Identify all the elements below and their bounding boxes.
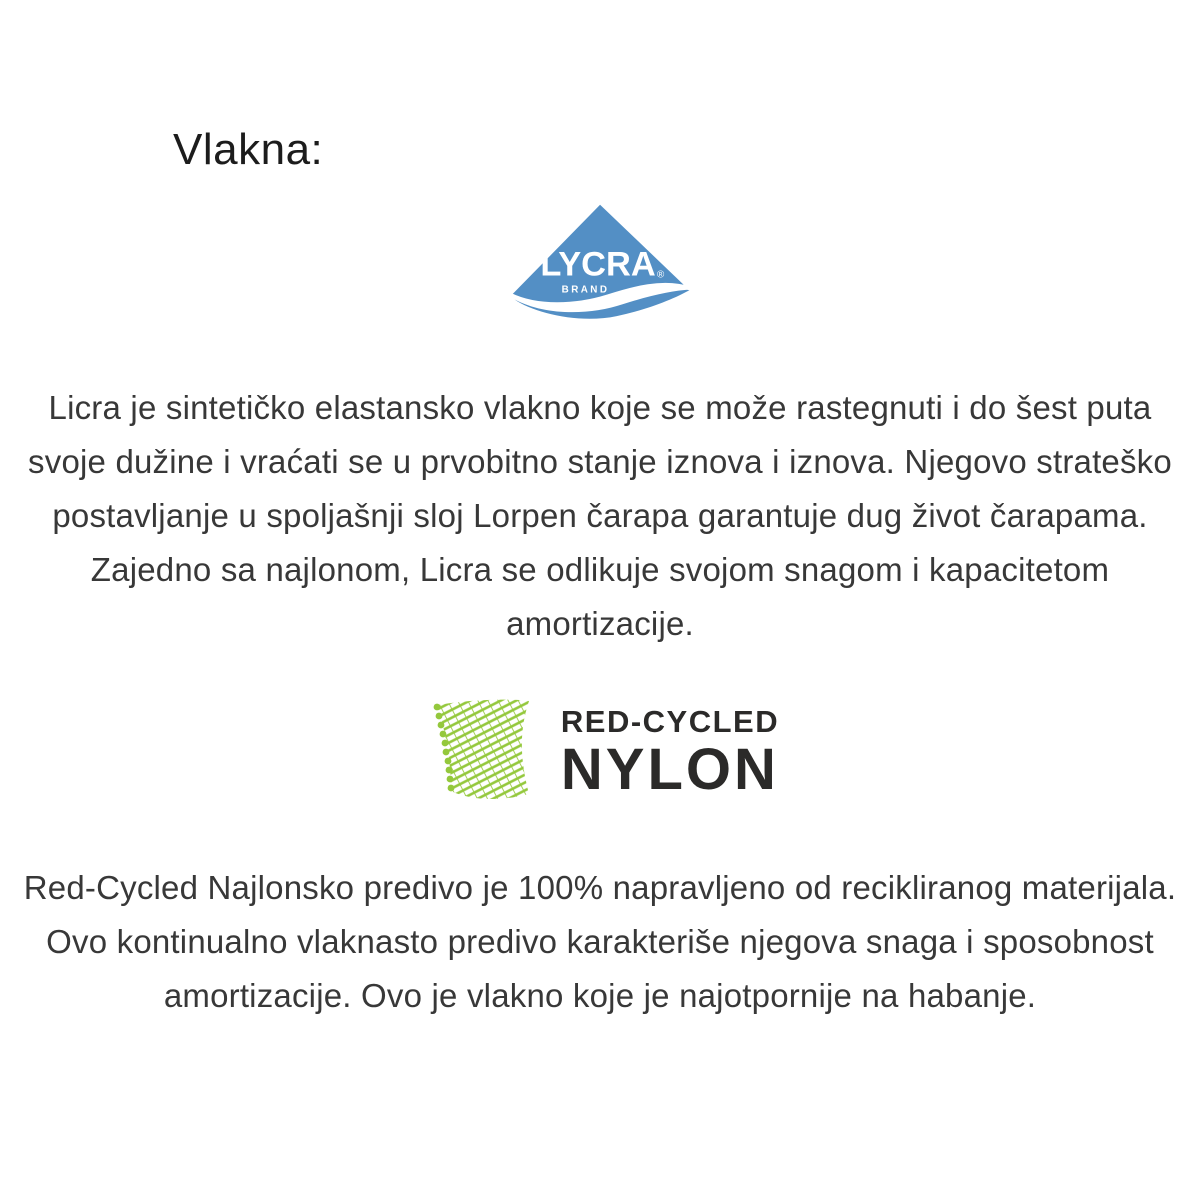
nylon-wordmark xyxy=(560,698,780,802)
page-title: Vlakna: xyxy=(173,125,324,175)
lycra-description-text: Licra je sintetičko elastansko vlakno koje se može rastegnuti i do šest puta svoje dužine i vraćati se u prvobitno stanje iznova i iznova. Njegovo strateško postavljanje u spoljašnji sloj Lorpen čarapa garantuje dug život čarapama. Zajedno sa najlonom, Licra se odlikuje svojom snagom i kapacitetom amortizacije. xyxy=(28,389,1172,642)
nylon-mesh-fabric xyxy=(437,700,529,799)
nylon-wordmark-line2: NYLON xyxy=(560,737,779,802)
nylon-mesh-icon xyxy=(421,698,543,812)
lycra-wordmark: LYCRA xyxy=(540,245,656,284)
red-cycled-nylon-logo xyxy=(0,698,1200,812)
lycra-brand-logo xyxy=(505,200,695,320)
nylon-wordmark-line1: RED-CYCLED xyxy=(560,704,780,739)
lycra-brand-sublabel: BRAND xyxy=(561,284,610,296)
lycra-registered-mark: ® xyxy=(657,269,665,281)
nylon-description-text: Red-Cycled Najlonsko predivo je 100% napravljeno od recikliranog materijala. Ovo kontinualno vlaknasto predivo karakteriše njegova snaga i sposobnost amortizacije. Ovo je vlakno koje je najotpornije na habanje. xyxy=(23,869,1177,1014)
